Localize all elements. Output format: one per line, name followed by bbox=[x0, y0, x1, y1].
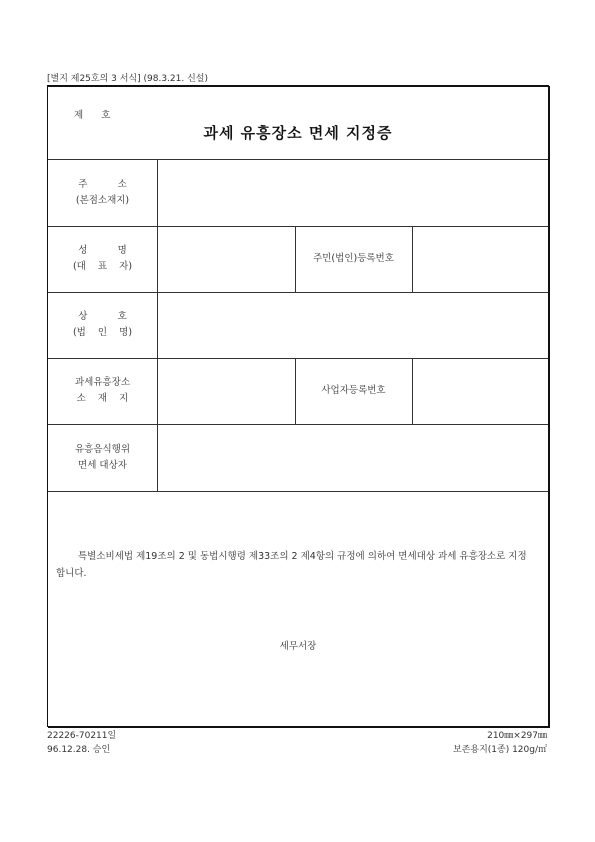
trade-name-field[interactable] bbox=[158, 293, 547, 358]
footer-left bbox=[47, 729, 116, 757]
address-label: 주 소 (본점소재지) bbox=[75, 179, 130, 206]
resident-registration-number-label: 주민(법인)등록번호 bbox=[313, 253, 394, 264]
business-registration-number-label: 사업자등록번호 bbox=[321, 385, 386, 396]
frame-top-border bbox=[48, 86, 548, 87]
form-title: 과세 유흥장소 면세 지정증 bbox=[203, 124, 393, 142]
certificate-number-label: 제 호 bbox=[74, 110, 111, 121]
signer-title: 세무서장 bbox=[279, 641, 317, 652]
venue-location-label: 과세유흥장소 소 재 지 bbox=[74, 377, 131, 404]
business-registration-number-field[interactable] bbox=[413, 359, 547, 424]
paper-type: 보존용지(1종) 120g/㎡ bbox=[452, 745, 547, 755]
representative-name-label: 성 명 (대 표 자) bbox=[72, 245, 133, 272]
representative-name-field[interactable] bbox=[158, 227, 295, 292]
exempt-target-field[interactable] bbox=[158, 425, 547, 491]
form-code: 22226-70211일 bbox=[47, 731, 117, 741]
trade-name-label: 상 호 (법 인 명) bbox=[72, 311, 133, 338]
row-divider bbox=[48, 491, 548, 492]
venue-location-field[interactable] bbox=[158, 359, 295, 424]
designation-statement: 특별소비세법 제19조의 2 및 동법시행령 제33조의 2 제4항의 규정에 의하여 면세대상 과세 유흥장소로 지정합니다. bbox=[56, 551, 527, 579]
paper-size: 210㎜×297㎜ bbox=[487, 731, 547, 741]
footer-right bbox=[370, 729, 547, 757]
approval-date: 96.12.28. 승인 bbox=[47, 745, 111, 755]
address-field[interactable] bbox=[158, 160, 547, 226]
exempt-target-label: 유흥음식행위 면세 대상자 bbox=[74, 444, 131, 471]
certificate-form bbox=[47, 85, 549, 727]
form-reference: [별지 제25호의 3 서식] (98.3.21. 신설) bbox=[47, 74, 208, 84]
resident-registration-number-field[interactable] bbox=[413, 227, 547, 292]
